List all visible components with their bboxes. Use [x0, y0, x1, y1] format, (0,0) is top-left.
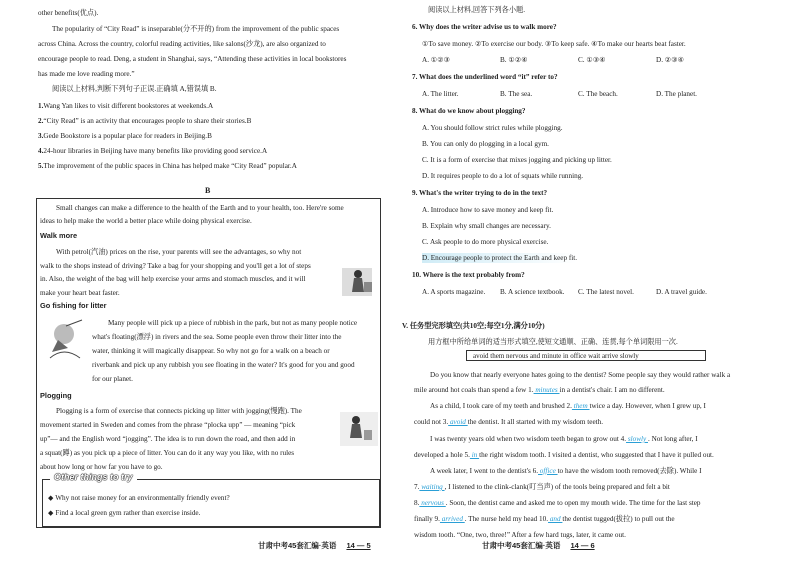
cloze-answer[interactable]: in: [469, 451, 480, 459]
other-item-text: Why not raise money for an environmentally friendly event?: [55, 494, 230, 502]
cloze-answer[interactable]: minutes: [533, 386, 560, 394]
para-line: has made me love reading more.”: [38, 70, 135, 78]
judgement-answer: A: [261, 147, 268, 155]
para-line: The popularity of “City Read” is inseparable(分不开的) from the improvement of the public spaces: [52, 25, 340, 33]
question-stem: 6. Why does the writer advise us to walk more?: [412, 23, 557, 31]
bullet-icon: ◆: [48, 509, 56, 517]
instruction-line: 阅读以上材料,判断下列句子正误.正确填 A,错误填 B.: [52, 85, 217, 93]
cloze-text: developed a hole 5.: [414, 451, 470, 459]
passage-line: riverbank and pick up any rubbish you see floating in the water? It's good for you and good: [92, 361, 355, 369]
judgement-item: [38, 161, 297, 171]
passage-line: walk to the shops instead of driving? Take a bag for your shopping and you'll get a lot of steps: [40, 261, 311, 270]
other-item-text: Find a local green gym rather than exercise inside.: [55, 509, 201, 517]
passage-line: up”— and the English word “jogging”. The idea is to run down the road, and then add in: [40, 435, 296, 443]
right-page: [400, 0, 800, 569]
right-page-number: 14 — 6: [570, 541, 595, 550]
cloze-text: 7.: [414, 483, 420, 491]
cloze-text: the dentist. It all started with my wisdom teeth.: [467, 418, 604, 426]
fishing-illustration: [44, 318, 86, 366]
cloze-answer[interactable]: nervous: [419, 499, 446, 507]
passage-line: movement started in Sweden and comes from the phrase “plocka upp” — meaning “pick: [40, 421, 296, 429]
question-stem: 7. What does the underlined word “it” refer to?: [412, 73, 558, 81]
judgement-number: 1.: [38, 102, 44, 110]
cloze-answer[interactable]: slowly: [626, 435, 648, 443]
cloze-text: Do you know that nearly everyone hates going to the dentist? Some people say they would rather walk a: [430, 371, 731, 379]
cloze-text: I was twenty years old when two wisdom teeth began to grow out 4.: [430, 435, 627, 443]
passage-line: for our planet.: [92, 375, 133, 383]
right-footer: [482, 540, 595, 551]
cloze-line: [414, 514, 675, 524]
judgement-item: [38, 116, 251, 126]
instruction-line: 阅读以上材料,回答下列各小题.: [428, 6, 526, 14]
cloze-text: 8.: [414, 499, 420, 507]
judgement-item: [38, 101, 213, 111]
question-stem: 10. Where is the text probably from?: [412, 271, 525, 279]
para-line: encourage people to read. Deng, a student in Shanghai, says, “Attending these activities in local bookstores: [38, 55, 347, 63]
other-things-title: Other things to try: [50, 472, 137, 482]
option: C. ①③④: [578, 56, 606, 64]
judgement-number: 2.: [38, 117, 44, 125]
option: C. It is a form of exercise that mixes jogging and picking up litter.: [422, 156, 612, 164]
option: D. ②③④: [656, 56, 685, 64]
cloze-answer[interactable]: waiting: [419, 483, 445, 491]
option: A. ①②③: [422, 56, 451, 64]
cloze-line: [414, 417, 603, 427]
cloze-line: [430, 370, 730, 380]
question-sub: ①To save money. ②To exercise our body. ③To keep safe. ④To make our hearts beat faster.: [422, 40, 686, 48]
section5-instruction: 用方框中所给单词的适当形式填空,使短文通顺、正确、连贯,每个单词限用一次.: [428, 338, 678, 346]
judgement-answer: A: [291, 162, 297, 170]
judgement-text: “City Read” is an activity that encourages people to share their stories.: [43, 117, 247, 125]
para-line: across China. Across the country, colorful reading activities, like salons(沙龙), are also organized to: [38, 40, 326, 48]
option: A. Introduce how to save money and keep fit.: [422, 206, 554, 214]
cloze-line: [414, 450, 714, 460]
cloze-text: wisdom tooth. “One, two, three!” After a few hard tugs, later, it came out.: [414, 531, 626, 539]
cloze-answer[interactable]: avoid: [448, 418, 468, 426]
judgement-text: 24-hour libraries in Beijing have many benefits like providing good service.: [43, 147, 262, 155]
option: D. The planet.: [656, 90, 697, 98]
question-stem: 8. What do we know about plogging?: [412, 107, 526, 115]
cloze-text: could not 3.: [414, 418, 449, 426]
option: C. The latest novel.: [578, 288, 634, 296]
passage-line: make your heart beat faster.: [40, 288, 120, 297]
passage-line: in. Also, the weight of the bag will help exercise your arms and stomach muscles, and it will: [40, 275, 306, 283]
left-page-number: 14 — 5: [346, 541, 371, 550]
judgement-answer: A: [207, 102, 214, 110]
judgement-text: Wang Yan likes to visit different bookstores at weekends.: [43, 102, 208, 110]
cloze-answer[interactable]: office: [538, 467, 558, 475]
judgement-text: The improvement of the public spaces in China has helped make “City Read” popular.: [43, 162, 292, 170]
word-box: avoid them nervous and minute in office wait arrive slowly: [466, 350, 706, 361]
passage-line: what's floating(漂浮) in rivers and the sea. Some people even throw their litter into the: [92, 333, 342, 341]
passage-line: a squat(蹲) as you pick up a piece of litter. You can do it any way you like, with no rules: [40, 449, 295, 457]
left-footer: [258, 540, 371, 551]
para-line: other benefits(优点).: [38, 9, 99, 17]
option: B. The sea.: [500, 90, 533, 98]
cloze-text: the right wisdom tooth. I visited a dentist, who suggested that I have it pulled out.: [479, 451, 714, 459]
section5-title: V. 任务型完形填空(共10空;每空1分,满分10分): [402, 322, 545, 330]
option: B. A science textbook.: [500, 288, 565, 296]
cloze-line: [414, 482, 670, 492]
cloze-line: [414, 498, 701, 508]
option: A. A sports magazine.: [422, 288, 486, 296]
cloze-line: [430, 466, 702, 476]
cloze-text: As a child, I took care of my teeth and brushed 2.: [430, 402, 572, 410]
judgement-number: 4.: [38, 147, 44, 155]
passage-line: Plogging is a form of exercise that connects picking up litter with jogging(慢跑). The: [56, 407, 302, 415]
cloze-line: [414, 385, 665, 395]
question-stem: 9. What's the writer trying to do in the text?: [412, 189, 548, 197]
option: A. You should follow strict rules while plogging.: [422, 124, 563, 132]
passage-line: water, thinking it will magically disappear. So why not go for a walk on a beach or: [92, 347, 330, 355]
cloze-text: the dentist tugged(拔拉) to pull out the: [562, 515, 675, 523]
judgement-number: 5.: [38, 162, 44, 170]
option: C. Ask people to do more physical exercise.: [422, 238, 549, 246]
cloze-text: , I listened to the clink-clank(叮当声) of the tools being prepared and felt a bit: [444, 483, 670, 491]
cloze-text: in a dentist's chair. I am no different.: [559, 386, 665, 394]
cloze-text: mile around hot coals than spend a few 1.: [414, 386, 534, 394]
bullet-icon: ◆: [48, 494, 56, 502]
cloze-text: A week later, I went to the dentist's 6.: [430, 467, 538, 475]
cloze-answer[interactable]: and: [548, 515, 563, 523]
judgement-number: 3.: [38, 132, 44, 140]
left-footer-title: 甘肃中考45套汇编·英语: [258, 541, 337, 550]
option: B. Explain why small changes are necessary.: [422, 222, 551, 230]
judgement-item: [38, 146, 267, 156]
option: B. You can only do plogging in a local gym.: [422, 140, 549, 148]
passage-line: Many people will pick up a piece of rubbish in the park, but not as many people notice: [108, 319, 358, 327]
subheading-walk: Walk more: [40, 231, 78, 240]
option: D. It requires people to do a lot of squats while running.: [422, 172, 584, 180]
judgement-answer: B: [207, 132, 212, 140]
right-footer-title: 甘肃中考45套汇编·英语: [482, 541, 561, 550]
judgement-item: [38, 131, 212, 141]
section-b-label: B: [205, 186, 211, 195]
option: B. ①②④: [500, 56, 528, 64]
option: C. The beach.: [578, 90, 618, 98]
cloze-text: . Soon, the dentist came and asked me to open my mouth wide. The time for the last step: [445, 499, 701, 507]
option: D. Encourage people to protect the Earth and keep fit.: [422, 254, 578, 262]
cloze-text: . The nurse held my head 10.: [464, 515, 549, 523]
cloze-answer[interactable]: them: [571, 402, 590, 410]
option: D. A travel guide.: [656, 288, 707, 296]
cloze-text: finally 9.: [414, 515, 440, 523]
passage-line: ideas to help make the world a better place while doing physical exercise.: [40, 217, 252, 225]
plogging-illustration: [340, 412, 378, 446]
subheading-plogging: Plogging: [40, 391, 72, 400]
cloze-line: [430, 434, 698, 444]
passage-line: about how long or how far you have to go.: [40, 463, 163, 471]
cloze-text: . Not long after, I: [648, 435, 698, 443]
cloze-line: [414, 530, 626, 540]
judgement-answer: B: [246, 117, 252, 125]
other-things-box: [42, 479, 380, 527]
judgement-text: Gede Bookstore is a popular place for readers in Beijing.: [43, 132, 208, 140]
cloze-text: to have the wisdom tooth removed(去除). While I: [557, 467, 702, 475]
cloze-text: twice a day. However, when I grew up, I: [589, 402, 706, 410]
option: A. The litter.: [422, 90, 459, 98]
passage-line: Small changes can make a difference to the health of the Earth and to your health, too. Here're some: [56, 204, 344, 212]
cloze-answer[interactable]: arrived: [439, 515, 465, 523]
cloze-line: [430, 401, 706, 411]
subheading-fishing: Go fishing for litter: [40, 301, 107, 310]
passage-line: With petrol(汽油) prices on the rise, your parents will see the advantages, so why not: [56, 248, 302, 256]
walker-illustration: [336, 262, 380, 302]
